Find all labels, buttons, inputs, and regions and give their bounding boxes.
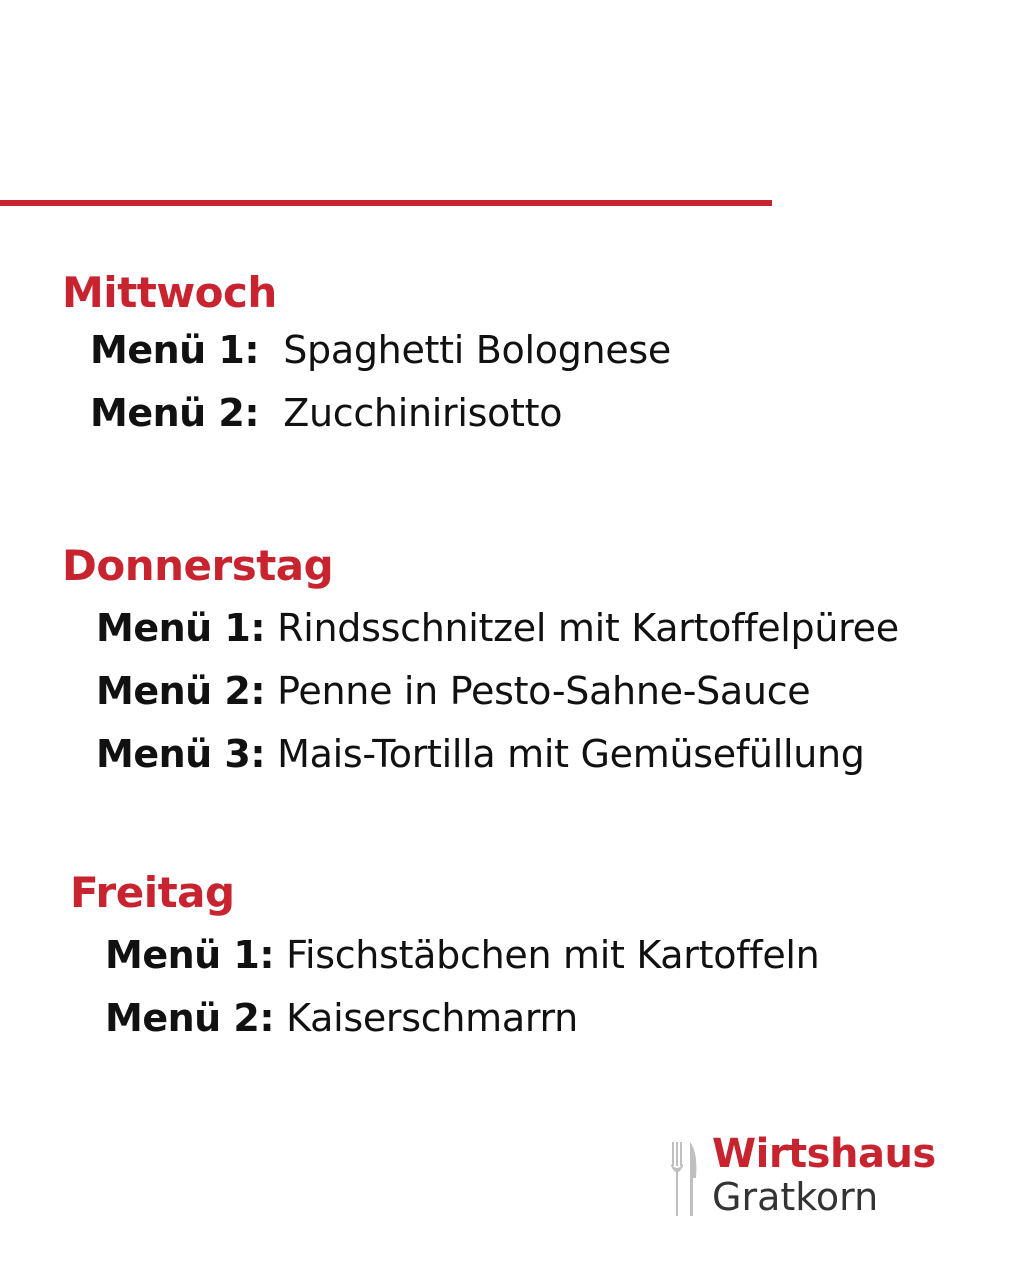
logo-text-wirtshaus: Wirtshaus (712, 1131, 936, 1177)
header-divider (0, 200, 772, 206)
menu-label: Menü 2: (90, 391, 260, 435)
menu-dish: Spaghetti Bolognese (283, 328, 671, 372)
menu-label: Menü 1: (105, 933, 275, 977)
menu-dish: Kaiserschmarrn (286, 996, 578, 1040)
menu-label: Menü 1: (90, 328, 260, 372)
menu-label: Menü 1: (96, 606, 266, 650)
wirtshaus-logo (668, 1131, 936, 1224)
menu-dish: Rindsschnitzel mit Kartoffelpüree (277, 606, 899, 650)
day-heading-freitag: Freitag (70, 868, 235, 917)
cutlery-icon (668, 1138, 700, 1218)
menu-dish: Mais-Tortilla mit Gemüsefüllung (277, 732, 865, 776)
menu-item (105, 933, 820, 977)
logo-text-gratkorn: Gratkorn (712, 1175, 879, 1219)
menu-item (96, 669, 811, 713)
menu-dish: Zucchinirisotto (283, 391, 563, 435)
menu-item (90, 391, 563, 435)
menu-label: Menü 2: (105, 996, 275, 1040)
menu-item (90, 328, 671, 372)
menu-item (105, 996, 578, 1040)
day-heading-mittwoch: Mittwoch (62, 268, 277, 317)
menu-label: Menü 2: (96, 669, 266, 713)
menu-dish: Fischstäbchen mit Kartoffeln (286, 933, 820, 977)
menu-dish: Penne in Pesto-Sahne-Sauce (277, 669, 811, 713)
menu-label: Menü 3: (96, 732, 266, 776)
day-heading-donnerstag: Donnerstag (62, 541, 334, 590)
menu-item (96, 732, 865, 776)
menu-item (96, 606, 899, 650)
